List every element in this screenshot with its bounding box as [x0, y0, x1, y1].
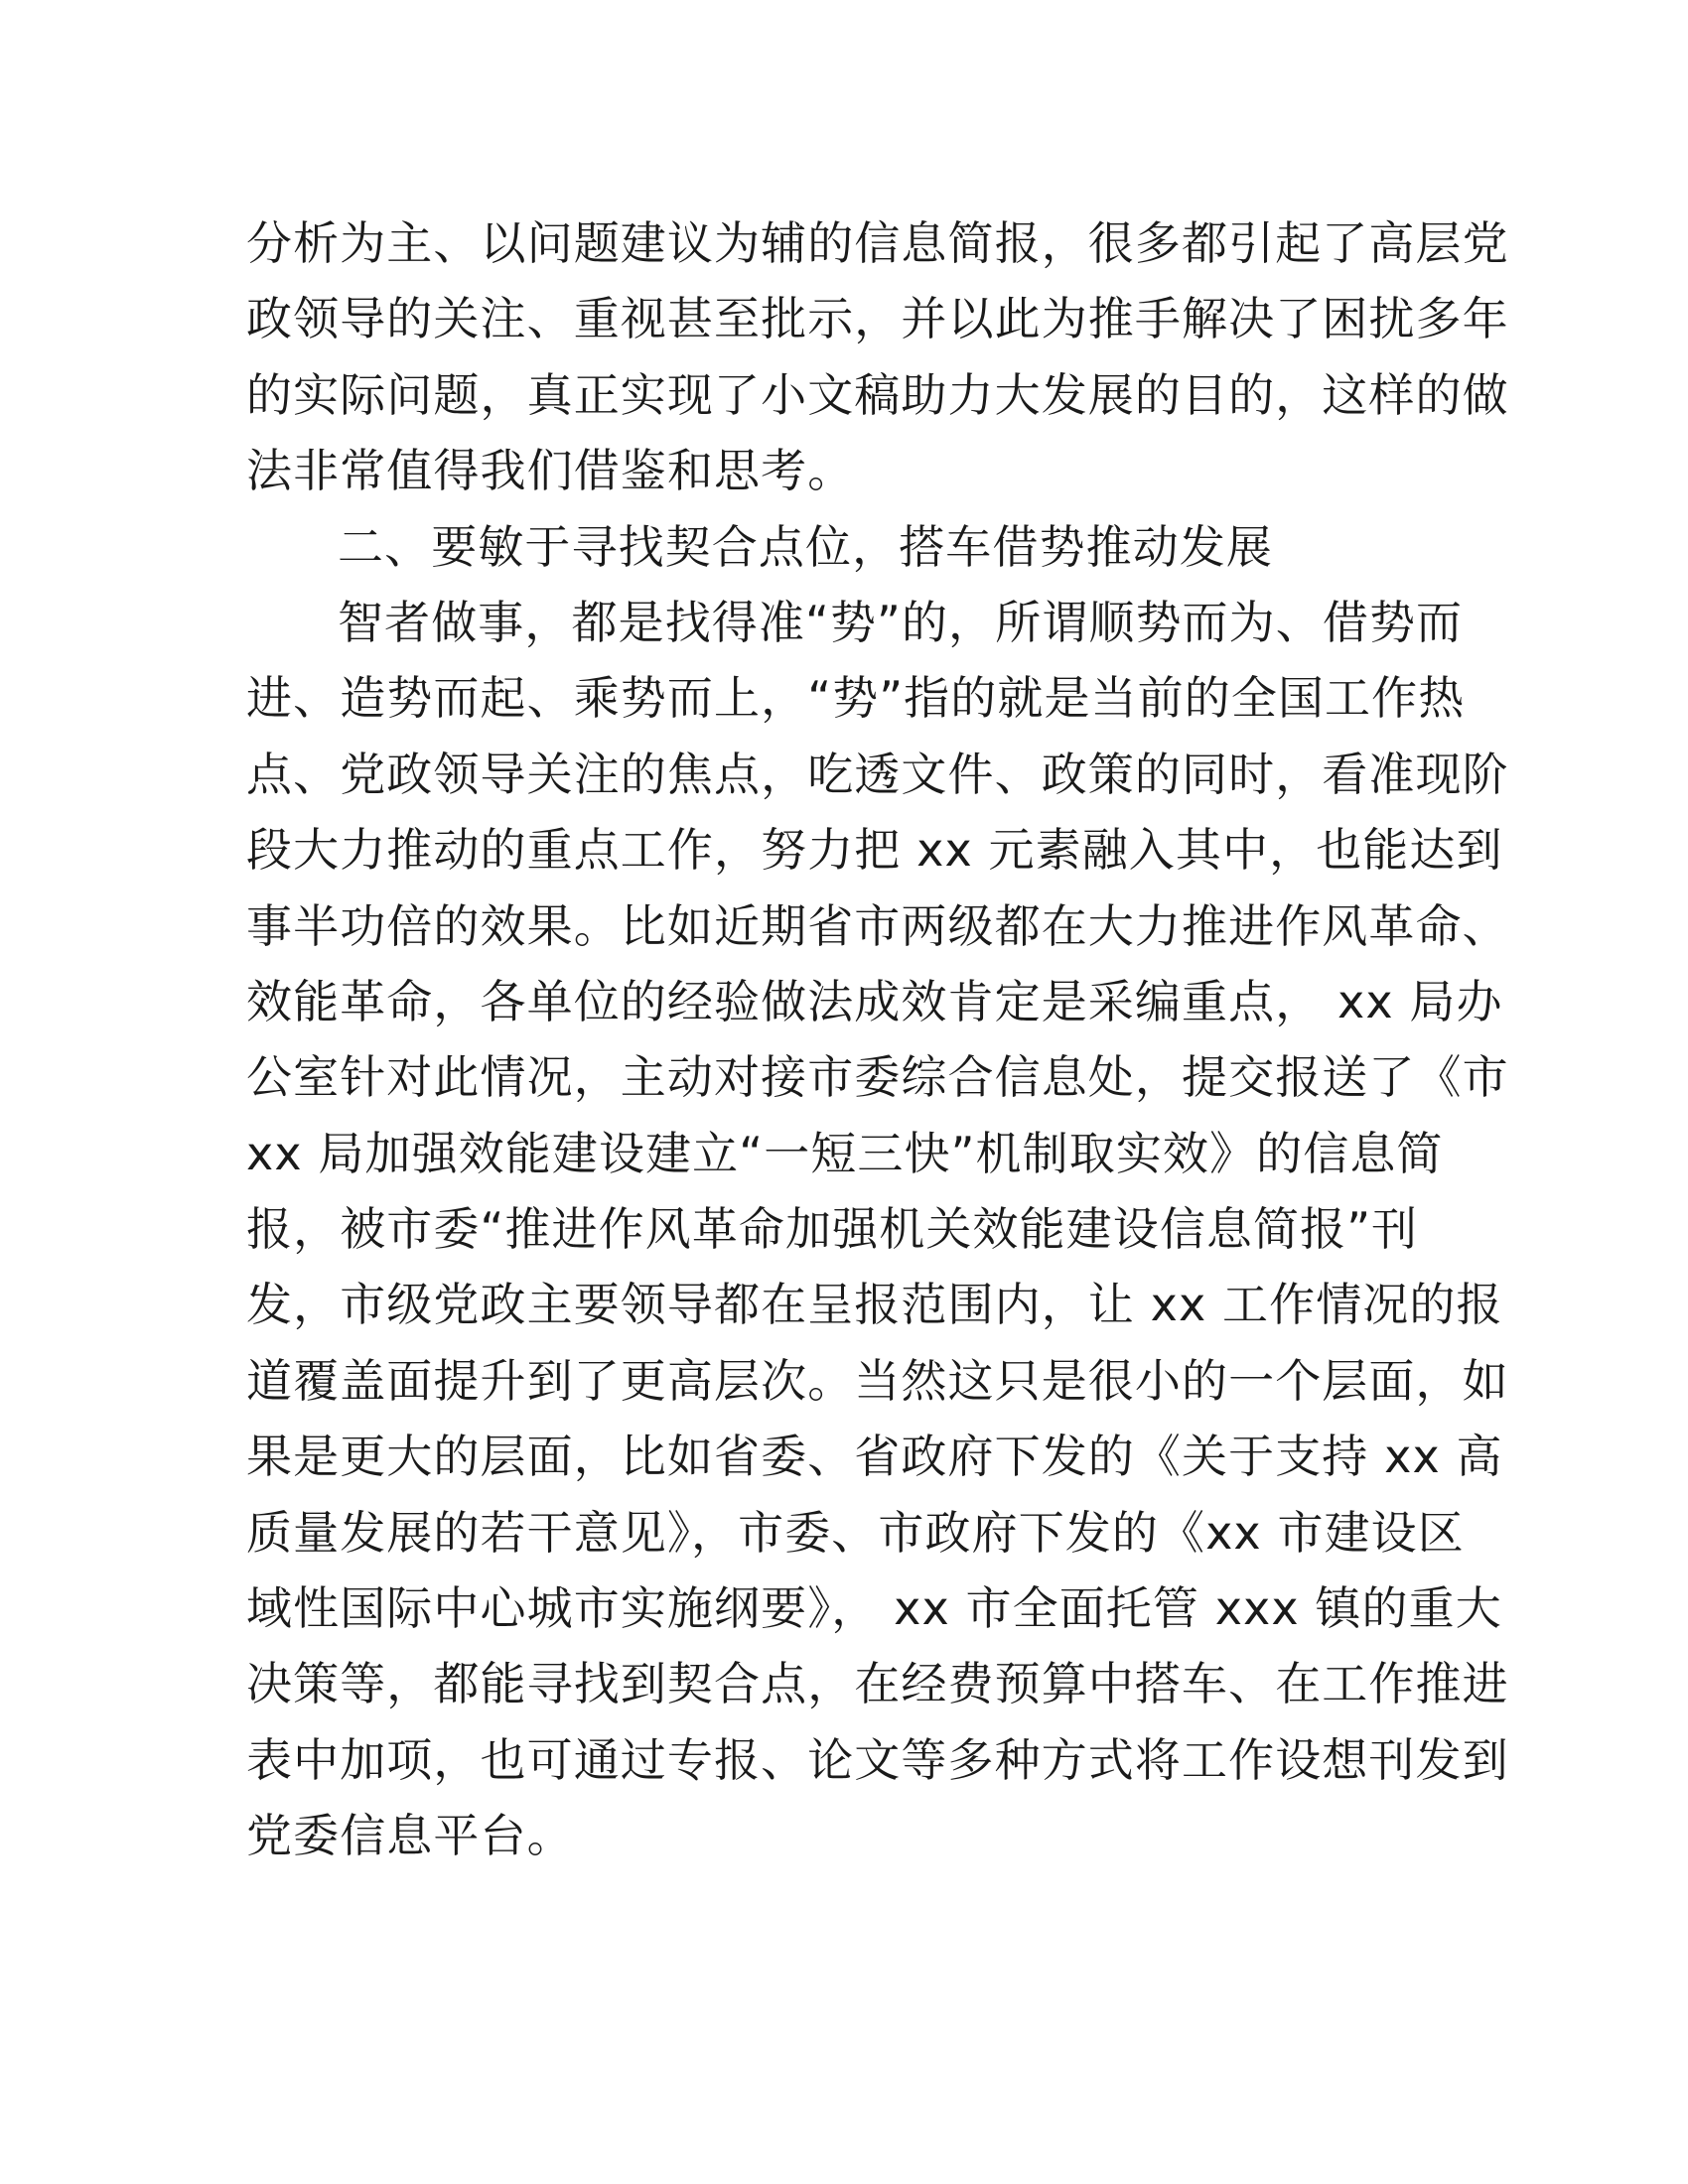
text-line: 报，被市委“推进作风革命加强机关效能建设信息简报”刊 [246, 1202, 1419, 1257]
text-line: xx 局加强效能建设建立“一短三快”机制取实效》的信息简 [246, 1126, 1444, 1180]
text-line: 点、党政领导关注的焦点，吃透文件、政策的同时，看准现阶 [246, 747, 1509, 801]
section-heading [246, 509, 1438, 585]
text-line: 效能革命，各单位的经验做法成效肯定是采编重点， xx 局办 [246, 974, 1503, 1028]
text-line: 政领导的关注、重视甚至批示，并以此为推手解决了困扰多年 [246, 292, 1509, 346]
text-line: 智者做事，都是找得准“势”的，所谓顺势而为、借势而 [338, 595, 1464, 649]
text-line: 表中加项，也可通过专报、论文等多种方式将工作设想刊发到 [246, 1732, 1509, 1787]
text-line: 决策等，都能寻找到契合点，在经费预算中搭车、在工作推进 [246, 1657, 1509, 1711]
text-line: 分析为主、以问题建议为辅的信息简报，很多都引起了高层党 [246, 216, 1509, 270]
text-line: 段大力推动的重点工作，努力把 xx 元素融入其中，也能达到 [246, 823, 1503, 878]
paragraph-continuation [246, 205, 1509, 509]
text-line: 进、造势而起、乘势而上，“势”指的就是当前的全国工作热 [246, 671, 1466, 726]
text-line: 的实际问题，真正实现了小文稿助力大发展的目的，这样的做 [246, 367, 1509, 422]
text-line: 事半功倍的效果。比如近期省市两级都在大力推进作风革命、 [246, 898, 1509, 953]
heading-line: 二、要敏于寻找契合点位，搭车借势推动发展 [338, 519, 1273, 574]
text-line: 道覆盖面提升到了更高层次。当然这只是很小的一个层面，如 [246, 1353, 1509, 1408]
text-line: 质量发展的若干意见》，市委、市政府下发的《xx 市建设区 [246, 1505, 1465, 1560]
text-line: 域性国际中心城市实施纲要》， xx 市全面托管 xxx 镇的重大 [246, 1581, 1502, 1636]
paragraph-main [246, 585, 1509, 1874]
document-body [246, 205, 1509, 1874]
text-line: 党委信息平台。 [246, 1809, 574, 1863]
text-line: 果是更大的层面，比如省委、省政府下发的《关于支持 xx 高 [246, 1430, 1503, 1484]
text-line: 公室针对此情况，主动对接市委综合信息处，提交报送了《市 [246, 1050, 1509, 1105]
text-line: 发，市级党政主要领导都在呈报范围内，让 xx 工作情况的报 [246, 1278, 1503, 1332]
text-line: 法非常值得我们借鉴和思考。 [246, 444, 855, 498]
